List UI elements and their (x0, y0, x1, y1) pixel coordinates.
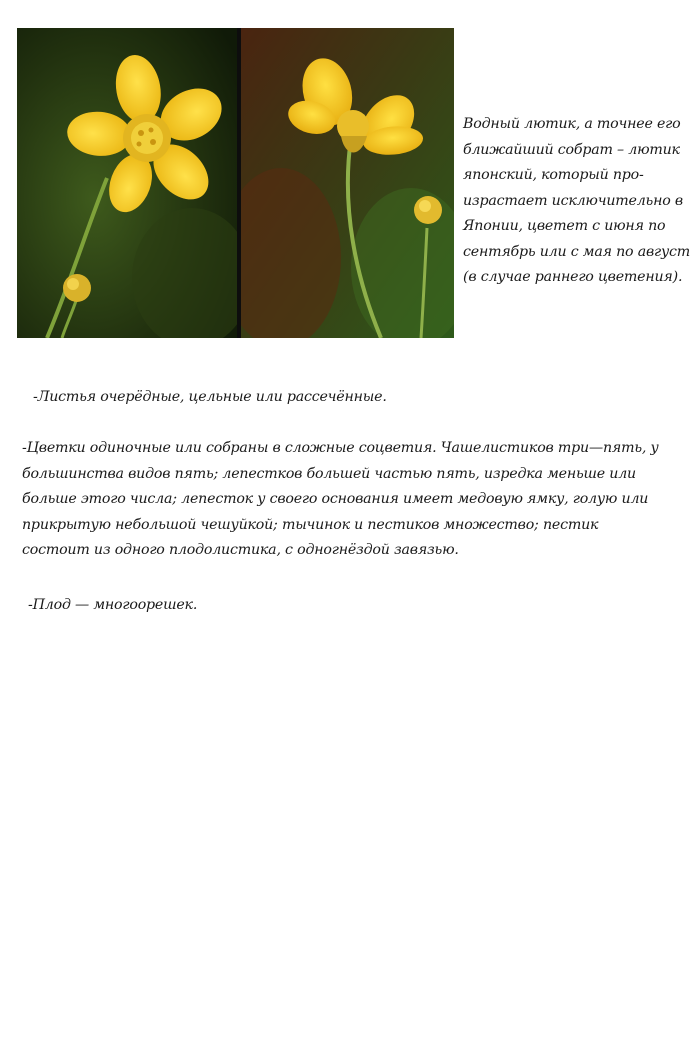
caption-line: израстает исключительно в (463, 192, 683, 209)
photo-caption (463, 112, 693, 291)
fruit-paragraph (28, 593, 197, 619)
paragraph-line: больше этого числа; лепесток у своего основания имеет медовую ямку, голую или (22, 491, 649, 507)
paragraph-line: большинства видов пять; лепестков большей частью пять, изредка меньше или (22, 465, 636, 482)
caption-line: ближайший собрат – лютик (463, 141, 680, 158)
paragraph-line: состоит из одного плодолистика, с одногнёздой завязью. (22, 542, 459, 558)
caption-line: (в случае раннего цветения). (463, 269, 683, 285)
paragraph-line: -Цветки одиночные или собраны в сложные соцветия. Чашелистиков три—пять, у (22, 440, 659, 456)
caption-line: Водный лютик, а точнее его (463, 116, 681, 132)
paragraph-line: прикрытую небольшой чешуйкой; тычинок и пестиков множество; пестик (22, 516, 599, 533)
caption-line: сентябрь или с мая по август (463, 243, 691, 260)
paragraph-line: -Листья очерёдные, цельные или рассечённые. (33, 389, 387, 405)
buttercup-flower-photo-right (241, 28, 454, 338)
photo-collage (17, 28, 454, 338)
flowers-paragraph (22, 436, 659, 564)
caption-line: японский, который про- (463, 167, 644, 183)
leaves-paragraph (33, 385, 387, 411)
paragraph-line: -Плод — многоорешек. (28, 597, 198, 613)
buttercup-flower-photo-left (17, 28, 237, 338)
caption-line: Японии, цветет с июня по (463, 218, 666, 234)
